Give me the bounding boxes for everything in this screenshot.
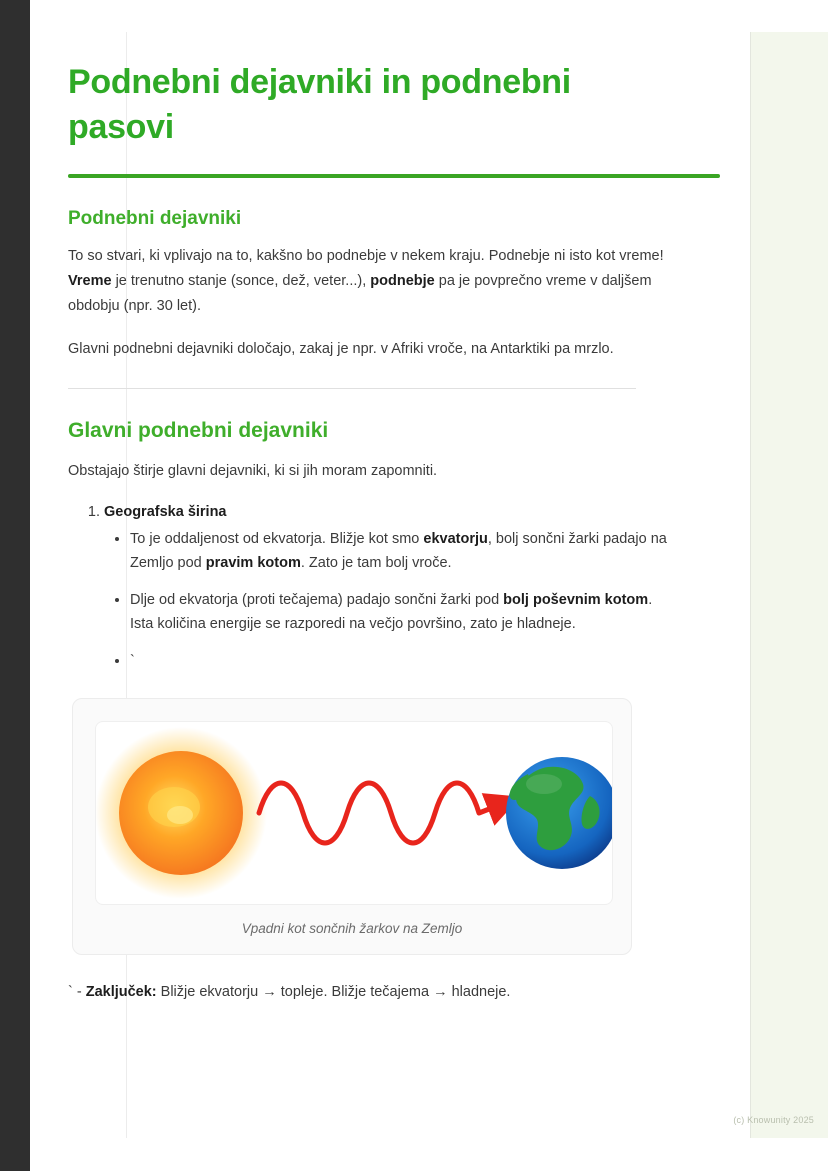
ray-arrow-icon xyxy=(479,804,502,813)
text-run: To je oddaljenost od ekvatorja. Bližje kot smo xyxy=(130,531,424,548)
list-item xyxy=(130,528,668,575)
list-item-title: Geografska širina xyxy=(104,504,227,521)
document-content xyxy=(68,60,668,1004)
text-run: Dlje od ekvatorja (proti tečajema) padajo sončni žarki pod xyxy=(130,592,504,609)
conclusion-line xyxy=(68,981,668,1004)
list-item xyxy=(130,589,668,636)
figure-sun-earth xyxy=(72,698,632,955)
left-margin-strip xyxy=(0,0,30,1171)
list-item xyxy=(130,650,668,673)
list-item xyxy=(104,504,668,673)
section-heading-podnebni-dejavniki: Podnebni dejavniki xyxy=(68,208,242,230)
title-divider xyxy=(68,174,720,178)
text-run: pa je povprečno vreme v daljšem obdobju (npr. 30 let). xyxy=(68,273,652,315)
figure-caption: Vpadni kot sončnih žarkov na Zemljo xyxy=(241,920,463,936)
paragraph-definition xyxy=(68,244,668,319)
text-run: Glavni podnebni dejavniki določajo, zakaj je npr. v Afriki vroče, na Antarktiki pa mrzlo. xyxy=(68,341,614,358)
text-run: ` xyxy=(130,653,135,670)
text-run-bold: pravim kotom xyxy=(205,554,301,571)
sun-rays-earth-diagram xyxy=(96,722,612,904)
text-run: je trenutno stanje (sonce, dež, veter...), xyxy=(111,273,371,290)
watermark: (c) Knowunity 2025 xyxy=(733,1115,814,1125)
main-factors-list xyxy=(68,504,668,673)
right-vertical-rule xyxy=(750,32,751,1138)
paragraph-intro-glavni: Obstajajo štirje glavni dejavniki, ki si jih moram zapomniti. xyxy=(68,463,438,480)
text-run-bold: Zaključek: xyxy=(85,983,157,1000)
section-divider xyxy=(68,388,636,389)
text-run: . Zato je tam bolj vroče. xyxy=(300,554,452,571)
text-run: To so stvari, ki vplivajo na to, kakšno bo podnebje v nekem kraju. Podnebje ni isto kot vreme! xyxy=(68,248,664,265)
sub-bullet-list xyxy=(104,528,668,673)
text-run-bold: podnebje xyxy=(370,273,435,290)
text-run-bold: ekvatorju xyxy=(423,531,488,548)
paragraph-examples xyxy=(68,337,668,362)
page-title: Podnebni dejavniki in podnebni pasovi xyxy=(68,63,571,147)
text-run: ` - xyxy=(68,983,86,1000)
text-run: Bližje ekvatorju → topleje. Bližje tečajema → hladneje. xyxy=(156,983,511,1000)
text-run-bold: Vreme xyxy=(68,273,112,290)
right-green-band xyxy=(751,32,828,1138)
figure-canvas xyxy=(95,721,613,905)
sun-ray-wave-icon xyxy=(259,783,479,843)
text-run-bold: bolj poševnim kotom xyxy=(503,592,649,609)
text-run: , bolj sončni žarki padajo na Zemljo pod xyxy=(130,531,667,571)
text-run: . Ista količina energije se razporedi na večjo površino, zato je hladneje. xyxy=(130,592,653,632)
section-heading-glavni-dejavniki: Glavni podnebni dejavniki xyxy=(68,419,329,443)
